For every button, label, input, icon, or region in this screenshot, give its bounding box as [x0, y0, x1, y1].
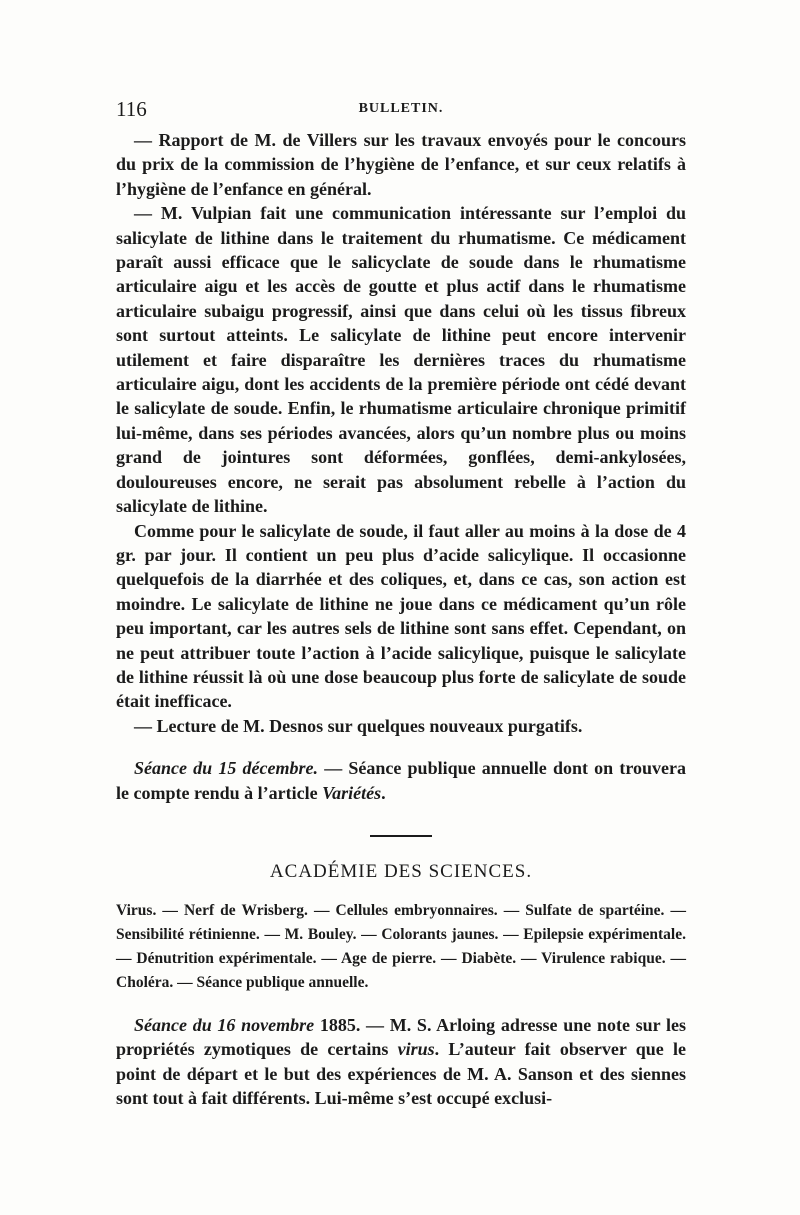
text-column — [116, 128, 686, 1111]
section-summary — [116, 899, 686, 995]
paragraph-seance-15-decembre — [116, 756, 686, 805]
summary-head: Virus. — [116, 901, 157, 919]
paragraph-seance-16-novembre — [116, 1013, 686, 1111]
seance-text: — Séance publique annuelle dont on trouvera le compte rendu à l’article — [116, 758, 686, 803]
paragraph-desnos-lecture: — Lecture de M. Desnos sur quelques nouveaux purgatifs. — [134, 715, 583, 736]
running-head: BULLETIN. — [358, 101, 444, 116]
virus-word: virus — [397, 1039, 435, 1060]
seance-16-year: 1885. — [314, 1014, 361, 1035]
seance-16-text-b: . L’auteur fait observer que le point de départ et le but des expériences de M. A. Sanson et des siennes sont tout à fait différents. Lui-même s’est occupé exclusi- — [116, 1039, 686, 1109]
seance-16-text-a: — M. S. Arloing adresse une note sur les propriétés zymotiques de certains — [116, 1014, 687, 1060]
varietes-ref: Variétés — [322, 782, 382, 803]
seance-end: . — [381, 782, 386, 803]
paragraph-vulpian-communication: — M. Vulpian fait une communication intéressante sur l’emploi du salicylate de lithine dans le traitement du rhumatisme. Ce médicament paraît aussi efficace que le salicyclate de soude dans le rhumatisme articulaire aigu et les accès de goutte et plus actif dans le rhumatisme articulaire subaigu progressif, ainsi que dans celui où les tissus fibreux sont surtout atteints. Le salicylate de lithine peut encore intervenir utilement et faire disparaître les dernières traces du rhumatisme articulaire aigu, dont les accidents de la première période ont cédé devant le salicylate de soude. Enfin, le rhumatisme articulaire chronique primitif lui-même, dans ses périodes avancées, alors qu’un nombre plus ou moins grand de jointures sont déformées, gonflées, demi-ankylosées, douloureuses encore, ne serait pas absolument rebelle à l’action du salicylate de lithine. — [116, 203, 686, 517]
summary-text: — Nerf de Wrisberg. — Cellules embryonnaires. — Sulfate de spartéine. — Sensibilité rétinienne. — M. Bouley. — Colorants jaunes. — Epilepsie expérimentale. — Dénutrition expérimentale. — Age de pierre. — Diabète. — Virulence rabique. — Choléra. — Séance publique annuelle. — [116, 901, 686, 991]
paragraph-dosage: Comme pour le salicylate de soude, il faut aller au moins à la dose de 4 gr. par jour. Il contient un peu plus d’acide salicylique. Il occasionne quelquefois de la diarrhée et des coliques, et, dans ce cas, son action est moindre. Le salicylate de lithine ne joue dans ce médicament qu’un rôle peu important, car les autres sels de lithine sont sans effet. Cependant, on ne peut attribuer toute l’action à l’acide salicylique, puisque le salicylate de lithine réussit là où une dose beaucoup plus forte de salicylate de soude était inefficace. — [116, 520, 686, 712]
seance-date: Séance du 15 décembre. — [134, 758, 319, 779]
paragraph-villers-report: — Rapport de M. de Villers sur les travaux envoyés pour le concours du prix de la commission de l’hygiène de l’enfance, et sur ceux relatifs à l’hygiène de l’enfance en général. — [116, 130, 686, 199]
seance-16-date: Séance du 16 novembre — [134, 1014, 315, 1035]
section-divider — [370, 835, 432, 837]
page-header — [116, 97, 686, 121]
section-title: ACADÉMIE DES SCIENCES. — [269, 860, 533, 882]
page-number: 116 — [116, 97, 147, 121]
